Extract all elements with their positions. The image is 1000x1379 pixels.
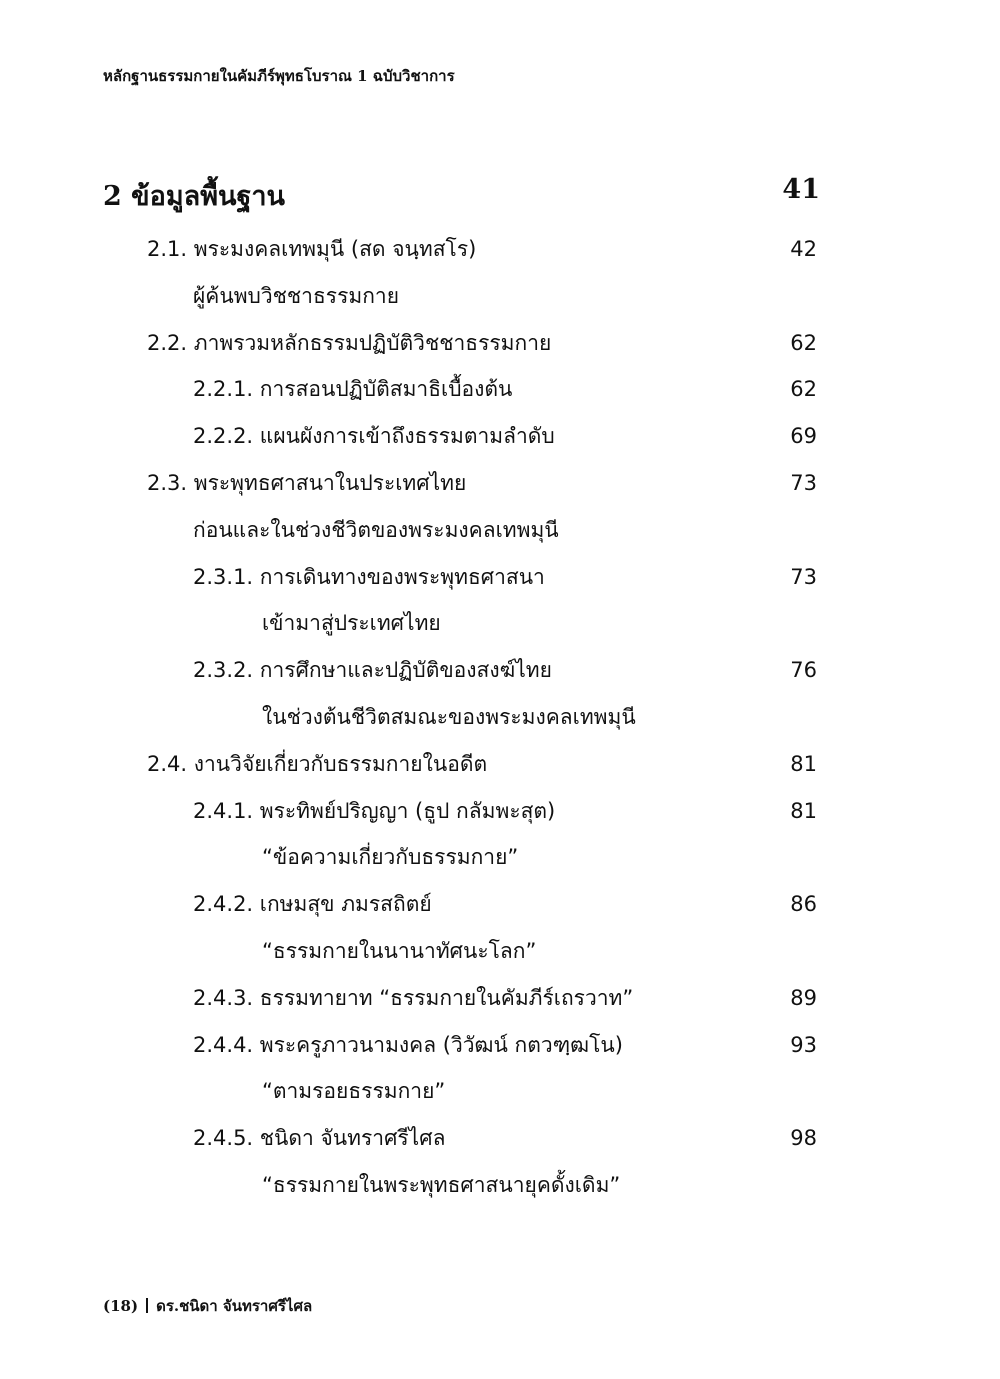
toc-entry-label: 2.4.4. พระครูภาวนามงคล (วิวัฒน์ กตวฑฺฒโน) [193,1032,623,1057]
chapter-title: 2 ข้อมูลพื้นฐาน [103,181,285,212]
toc-entry-page: 81 [790,751,817,776]
toc-entry-2-3-1-continued [0,600,1000,647]
toc-entry-label: 2.1. พระมงคลเทพมุนี (สด จนฺทสโร) [147,237,477,261]
toc-entry-label: “ธรรมกายในพระพุทธศาสนายุคดั้งเดิม” [262,1172,621,1197]
toc-entry-page: 73 [790,470,817,495]
toc-entry-page: 86 [790,892,817,917]
toc-entry-2-1 [0,226,1000,273]
toc-entry-label: 2.4.1. พระทิพย์ปริญญา (ธูป กลัมพะสุต) [193,798,556,823]
toc-entry-label: 2.4. งานวิจัยเกี่ยวกับธรรมกายในอดีต [147,751,488,776]
toc-entry-2-3-1 [0,554,1000,601]
toc-entry-2-2 [0,320,1000,367]
toc-entry-page: 62 [790,330,817,355]
toc-entry-page: 93 [790,1032,817,1057]
toc-entry-page: 62 [790,377,817,402]
toc-entry-2-2-2 [0,413,1000,460]
toc-entry-label: เข้ามาสู่ประเทศไทย [262,611,441,636]
toc-entry-label: 2.3. พระพุทธศาสนาในประเทศไทย [147,470,467,495]
toc-entry-2-3 [0,460,1000,507]
toc-entry-2-4-4-continued [0,1068,1000,1115]
toc-entry-label: “ธรรมกายในนานาทัศนะโลก” [262,938,537,963]
toc-entry-label: 2.3.2. การศึกษาและปฏิบัติของสงฆ์ไทย [193,658,552,683]
toc-entry-page: 42 [790,237,817,261]
footer-page-number: (18) [103,1297,139,1315]
toc-entry-page: 81 [790,798,817,823]
toc-entry-label: 2.2.1. การสอนปฏิบัติสมาธิเบื้องต้น [193,377,513,402]
toc-entry-label: ผู้ค้นพบวิชชาธรรมกาย [193,283,400,308]
toc-entry-2-3-2-continued [0,694,1000,741]
toc-entry-label: 2.4.3. ธรรมทายาท “ธรรมกายในคัมภีร์เถรวาท” [193,985,634,1010]
toc-entry-2-1-continued [0,273,1000,320]
toc-entry-2-3-continued [0,507,1000,554]
running-header: หลักฐานธรรมกายในคัมภีร์พุทธโบราณ 1 ฉบับวิชาการ [103,67,455,85]
footer-author: ดร.ชนิดา จันทราศรีไศล [156,1297,313,1315]
toc-entry-label: ก่อนและในช่วงชีวิตของพระมงคลเทพมุนี [193,517,559,542]
toc-entry-2-4-2 [0,881,1000,928]
chapter-heading [103,174,820,218]
toc-entry-2-4-1 [0,788,1000,835]
toc-entry-2-4 [0,741,1000,788]
toc-entry-2-4-1-continued [0,834,1000,881]
toc-entry-label: “ตามรอยธรรมกาย” [262,1079,446,1104]
toc-entry-label: 2.3.1. การเดินทางของพระพุทธศาสนา [193,564,545,589]
toc-entry-2-2-1 [0,366,1000,413]
toc-entry-label: ในช่วงต้นชีวิตสมณะของพระมงคลเทพมุนี [262,704,636,729]
toc-entry-label: 2.4.2. เกษมสุข ภมรสถิตย์ [193,892,432,917]
toc-entry-2-4-5-continued [0,1162,1000,1209]
footer-separator [146,1298,148,1313]
toc-entry-2-4-5 [0,1115,1000,1162]
toc-entry-page: 69 [790,424,817,449]
toc-entry-label: “ข้อความเกี่ยวกับธรรมกาย” [262,845,519,870]
toc-entry-2-4-3 [0,975,1000,1022]
toc-entry-label: 2.2.2. แผนผังการเข้าถึงธรรมตามลำดับ [193,424,555,449]
toc-entry-2-4-2-continued [0,928,1000,975]
toc-entry-2-4-4 [0,1022,1000,1069]
toc-entry-page: 89 [790,985,817,1010]
table-of-contents [0,226,1000,1209]
page-footer [103,1294,312,1318]
toc-entry-page: 73 [790,564,817,589]
toc-entry-page: 98 [790,1126,817,1151]
toc-entry-page: 76 [790,658,817,683]
toc-entry-label: 2.4.5. ชนิดา จันทราศรีไศล [193,1126,446,1151]
toc-entry-label: 2.2. ภาพรวมหลักธรรมปฏิบัติวิชชาธรรมกาย [147,330,552,355]
toc-entry-2-3-2 [0,647,1000,694]
chapter-page-number: 41 [782,174,820,205]
